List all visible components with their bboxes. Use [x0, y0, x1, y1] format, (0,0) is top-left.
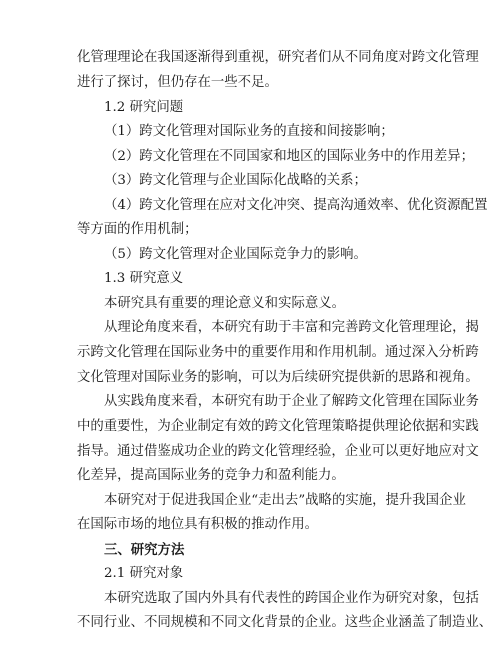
text-line: 示跨文化管理在国际业务中的重要作用和作用机制。通过深入分析跨 — [77, 345, 479, 360]
text-line: 1.2 研究问题 — [104, 100, 184, 115]
text-line: 2.1 研究对象 — [104, 566, 184, 581]
text-line: （4）跨文化管理在应对文化冲突、提高沟通效率、优化资源配置 — [104, 198, 488, 213]
text-line: 进行了探讨，但仍存在一些不足。 — [77, 75, 278, 90]
text-line: 化差异，提高国际业务的竞争力和盈利能力。 — [77, 468, 345, 483]
text-line: 文化管理对国际业务的影响，可以为后续研究提供新的思路和视角。 — [77, 370, 479, 385]
text-line: 1.3 研究意义 — [104, 271, 184, 286]
text-line: 本研究选取了国内外具有代表性的跨国企业作为研究对象，包括 — [104, 591, 479, 606]
text-line: 不同行业、不同规模和不同文化背景的企业。这些企业涵盖了制造业、 — [77, 615, 493, 630]
text-line: 等方面的作用机制； — [77, 222, 198, 237]
text-line: （3）跨文化管理与企业国际化战略的关系； — [104, 173, 367, 188]
text-line: 从理论角度来看，本研究有助于丰富和完善跨文化管理理论，揭 — [104, 320, 479, 335]
text-line: 中的重要性，为企业制定有效的跨文化管理策略提供理论依据和实践 — [77, 419, 479, 434]
text-line: 化管理理论在我国逐渐得到重视，研究者们从不同角度对跨文化管理 — [77, 50, 479, 65]
text-line: 从实践角度来看，本研究有助于企业了解跨文化管理在国际业务 — [104, 394, 479, 409]
text-line: 三、研究方法 — [104, 542, 185, 558]
text-line: 本研究对于促进我国企业“走出去”战略的实施，提升我国企业 — [104, 493, 466, 508]
text-line: （5）跨文化管理对企业国际竞争力的影响。 — [104, 247, 367, 262]
text-line: 在国际市场的地位具有积极的推动作用。 — [77, 517, 319, 532]
text-line: 本研究具有重要的理论意义和实际意义。 — [104, 296, 346, 311]
text-line: 指导。通过借鉴成功企业的跨文化管理经验，企业可以更好地应对文 — [77, 444, 479, 459]
text-line: （1）跨文化管理对国际业务的直接和间接影响； — [104, 124, 394, 139]
text-line: （2）跨文化管理在不同国家和地区的国际业务中的作用差异； — [104, 149, 475, 164]
